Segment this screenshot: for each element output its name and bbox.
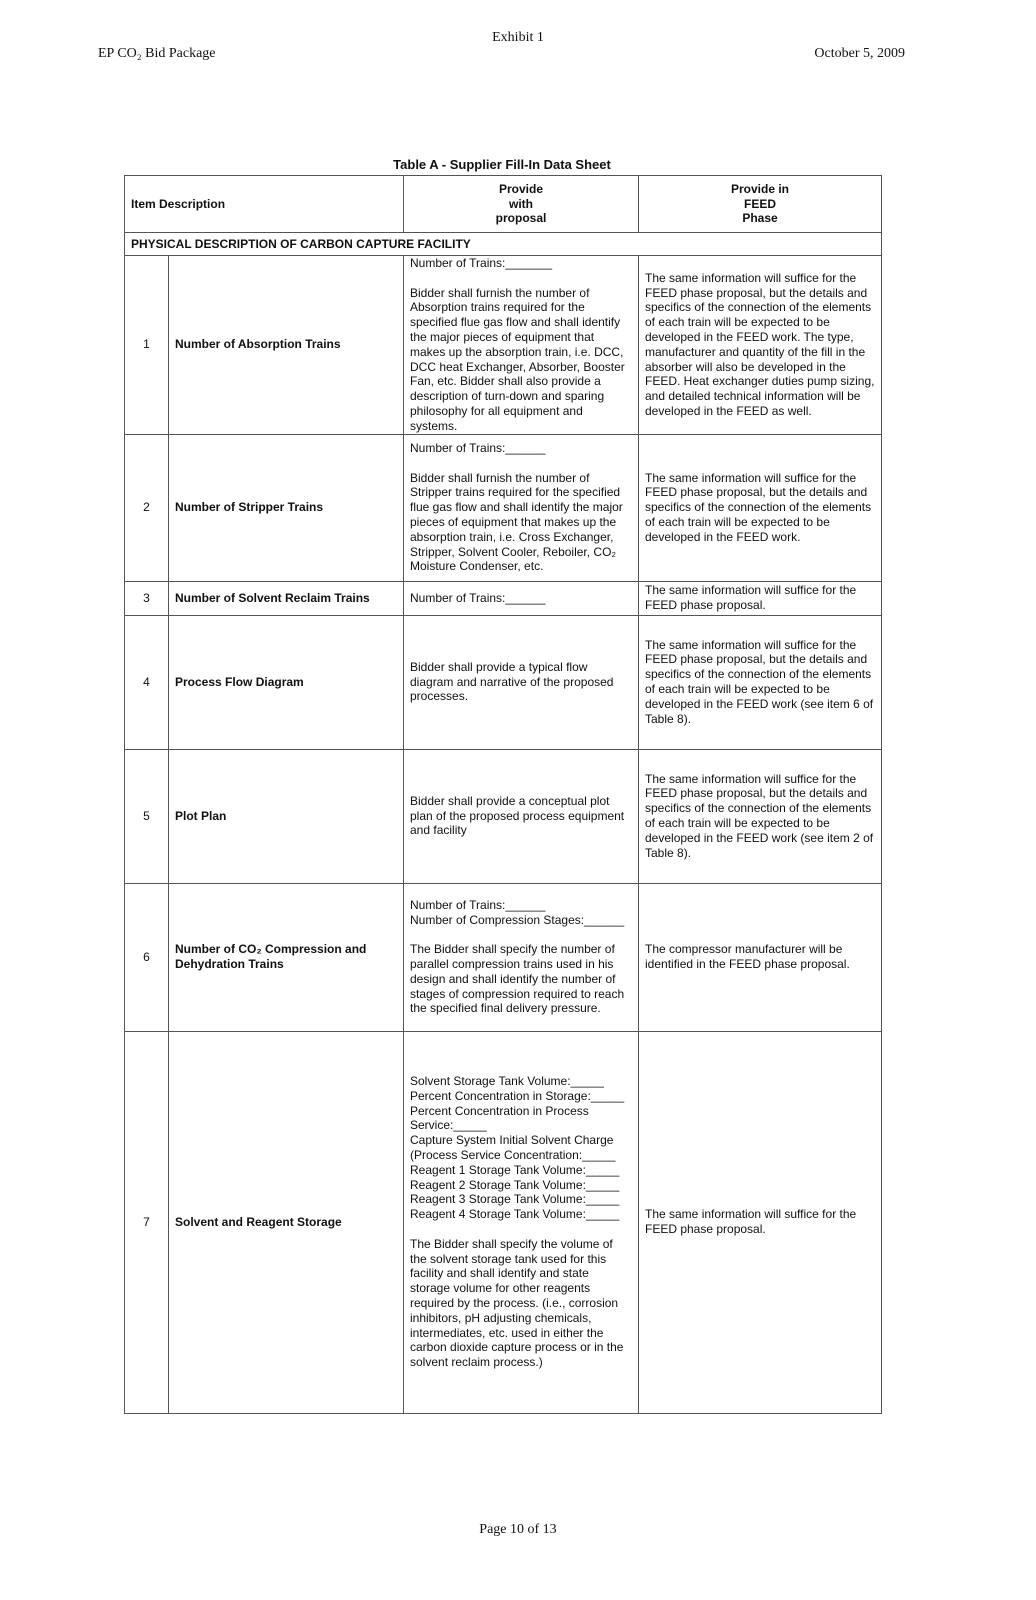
proposal-text: Number of Trains:_______ Bidder shall furnish the number of Absorption trains required for the specified flue gas flow and shall identify the major pieces of equipment that makes up the absorption train, i.e. DCC, DCC heat Exchanger, Absorber, Booster Fan, etc. Bidder shall also provide a description of turn-down and sparing philosophy for all equipment and systems. — [410, 256, 625, 433]
feed-cell — [639, 615, 882, 749]
proposal-text: Bidder shall provide a conceptual plot plan of the proposed process equipment and facility — [410, 793, 625, 838]
proposal-text: Number of Trains:______ Bidder shall furnish the number of Stripper trains required for the specified flue gas flow and shall identify the major pieces of equipment that makes up the absorption train, i.e. Cross Exchanger, Stripper, Solvent Cooler, Reboiler, CO₂ Moisture Condenser, etc. — [410, 440, 623, 574]
column-header-feed-phase — [639, 176, 882, 233]
item-description: Solvent and Reagent Storage — [169, 1031, 404, 1413]
table-row — [125, 1031, 882, 1413]
item-number: 6 — [125, 883, 169, 1031]
feed-text: The same information will suffice for the FEED phase proposal, but the details and specifics of the connection of the elements of each train will be expected to be developed in the FEED work (see item 6 of Table 8). — [645, 637, 874, 726]
item-description: Number of CO₂ Compression and Dehydration Trains — [169, 883, 404, 1031]
item-number: 4 — [125, 615, 169, 749]
table-title: Table A - Supplier Fill-In Data Sheet — [393, 157, 611, 172]
supplier-data-table — [124, 175, 882, 1414]
proposal-text: Number of Trains:______ Number of Compression Stages:______ The Bidder shall specify the number of parallel compression trains used in his design and shall identify the number of stages of compression required to reach the specified final delivery pressure. — [410, 897, 625, 1016]
feed-text: The same information will suffice for the FEED phase proposal, but the details and specifics of the connection of the elements of each train will be expected to be developed in the FEED work. The type, manufacturer and quantity of the fill in the absorber will also be developed in the FEED. Heat exchanger duties pump sizing, and detailed technical information will be developed in the FEED as well. — [645, 270, 875, 418]
item-number: 1 — [125, 256, 169, 435]
table-row — [125, 615, 882, 749]
column-header-feed-phase-text: Provide in FEED Phase — [730, 181, 789, 226]
column-header-with-proposal-text: Provide with proposal — [495, 181, 547, 226]
proposal-text: Solvent Storage Tank Volume:_____ Percent Concentration in Storage:_____ Percent Concentration in Process Service:_____ Capture System Initial Solvent Charge (Process Service Concentration:_____ Reagent 1 Storage Tank Volume:_____ Reagent 2 Storage Tank Volume:_____ Reagent 3 Storage Tank Volume:_____ Reagent 4 Storage Tank Volume:_____ The Bidder shall specify the volume of the solvent storage tank used for this facility and shall identify and state storage volume for other reagents required by the process. (i.e., corrosion inhibitors, pH adjusting chemicals, intermediates, etc. used in either the carbon dioxide capture process or in the solvent reclaim process.) — [410, 1074, 625, 1370]
proposal-cell — [404, 1031, 639, 1413]
exhibit-label: Exhibit 1 — [492, 30, 544, 45]
feed-cell — [639, 749, 882, 883]
column-header-item-description: Item Description — [125, 176, 404, 233]
document-title: EP CO₂ Bid Package — [98, 46, 216, 61]
table-row — [125, 883, 882, 1031]
proposal-cell — [404, 434, 639, 581]
table-row — [125, 434, 882, 581]
feed-cell — [639, 256, 882, 435]
item-description: Process Flow Diagram — [169, 615, 404, 749]
proposal-cell — [404, 749, 639, 883]
table-header-row — [125, 176, 882, 233]
table-row — [125, 749, 882, 883]
item-description: Plot Plan — [169, 749, 404, 883]
feed-cell — [639, 883, 882, 1031]
item-description: Number of Stripper Trains — [169, 434, 404, 581]
document-date: October 5, 2009 — [814, 46, 905, 61]
item-description: Number of Solvent Reclaim Trains — [169, 581, 404, 615]
proposal-cell — [404, 581, 639, 615]
item-number: 2 — [125, 434, 169, 581]
item-description: Number of Absorption Trains — [169, 256, 404, 435]
proposal-cell — [404, 615, 639, 749]
proposal-text: Bidder shall provide a typical flow diagram and narrative of the proposed processes. — [410, 659, 614, 704]
proposal-cell — [404, 883, 639, 1031]
proposal-cell — [404, 256, 639, 435]
feed-cell — [639, 434, 882, 581]
feed-text: The same information will suffice for the FEED phase proposal, but the details and specifics of the connection of the elements of each train will be expected to be developed in the FEED work (see item 2 of Table 8). — [645, 771, 874, 860]
item-number: 3 — [125, 581, 169, 615]
feed-text: The same information will suffice for the FEED phase proposal. — [645, 1207, 857, 1237]
page-number: Page 10 of 13 — [479, 1522, 557, 1537]
item-number: 7 — [125, 1031, 169, 1413]
section-heading: PHYSICAL DESCRIPTION OF CARBON CAPTURE FACILITY — [125, 233, 882, 256]
feed-cell — [639, 581, 882, 615]
section-row — [125, 233, 882, 256]
column-header-with-proposal — [404, 176, 639, 233]
feed-text: The same information will suffice for the FEED phase proposal, but the details and specifics of the connection of the elements of each train will be expected to be developed in the FEED work. — [645, 470, 872, 544]
table-row — [125, 256, 882, 435]
feed-cell — [639, 1031, 882, 1413]
table-row — [125, 581, 882, 615]
feed-text: The compressor manufacturer will be identified in the FEED phase proposal. — [645, 942, 850, 972]
feed-text: The same information will suffice for the FEED phase proposal. — [645, 583, 857, 613]
item-number: 5 — [125, 749, 169, 883]
proposal-text: Number of Trains:______ — [410, 590, 546, 605]
